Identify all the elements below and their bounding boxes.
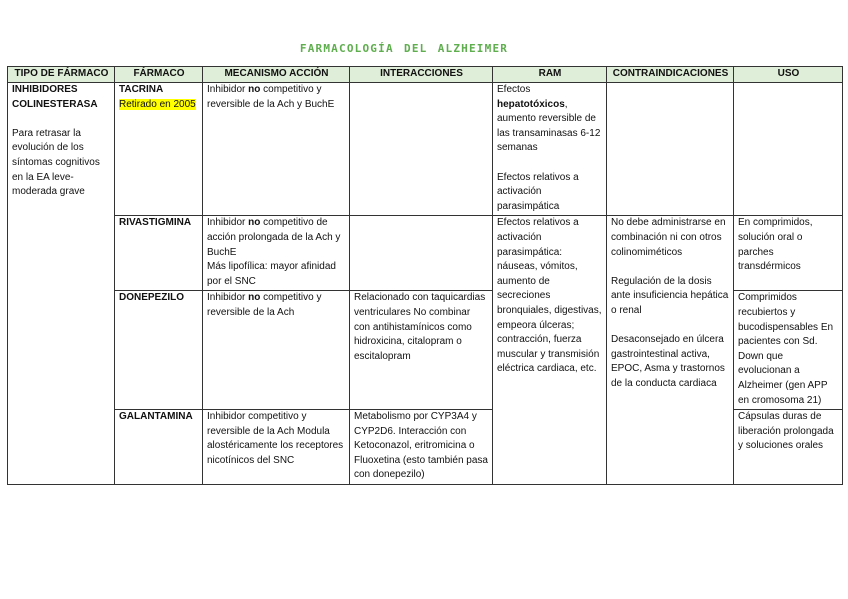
mechanism-extra: Más lipofílica: mayor afinidad por el SNC — [207, 261, 336, 287]
cell-interactions-rivastigmina — [350, 216, 493, 291]
page-title: farmacología del alzheimer — [299, 38, 509, 56]
mechanism-text: Inhibidor — [207, 84, 249, 95]
cell-use-rivastigmina: En comprimidos, solución oral o parches transdérmicos — [734, 216, 843, 291]
tipo-description: Para retrasar la evolución de los síntomas cognitivos en la EA leve-moderada grave — [12, 127, 100, 198]
header-contraindicaciones: CONTRAINDICACIONES — [607, 67, 734, 83]
pharmacology-table — [7, 66, 843, 485]
cell-contra-tacrina — [607, 83, 734, 216]
cell-interactions-galantamina: Metabolismo por CYP3A4 y CYP2D6. Interacción con Ketoconazol, eritromicina o Fluoxetina (esto también pasa con donepezilo) — [350, 410, 493, 485]
mechanism-emphasis: no — [248, 217, 261, 229]
cell-interactions-tacrina — [350, 83, 493, 216]
table-header-row — [8, 67, 843, 83]
ram-text: Efectos — [497, 84, 531, 95]
header-interacciones: INTERACCIONES — [350, 67, 493, 83]
mechanism-emphasis: no — [248, 292, 261, 304]
cell-use-tacrina — [734, 83, 843, 216]
cell-drug-rivastigmina: RIVASTIGMINA — [115, 216, 203, 291]
cell-mechanism-rivastigmina — [203, 216, 350, 291]
header-uso: USO — [734, 67, 843, 83]
contra-text: No debe administrarse en combinación ni con otros colinomiméticos — [611, 217, 726, 258]
cell-use-galantamina: Cápsulas duras de liberación prolongada y soluciones orales — [734, 410, 843, 485]
cell-drug-tacrina — [115, 83, 203, 216]
header-ram: RAM — [493, 67, 607, 83]
mechanism-text: competitivo de acción prolongada de la Ach y BuchE — [207, 217, 341, 258]
header-tipo: TIPO DE FÁRMACO — [8, 67, 115, 83]
mechanism-text: competitivo y reversible de la Ach — [207, 292, 322, 318]
cell-tipo — [8, 83, 115, 485]
cell-ram-tacrina — [493, 83, 607, 216]
header-mecanismo: MECANISMO ACCIÓN — [203, 67, 350, 83]
cell-mechanism-galantamina: Inhibidor competitivo y reversible de la Ach Modula alostéricamente los receptores nicotínicos del SNC — [203, 410, 350, 485]
cell-interactions-donepezilo: Relacionado con taquicardias ventriculares No combinar con antihistamínicos como hidroxicina, citalopram o escitalopram — [350, 291, 493, 410]
cell-mechanism-donepezilo — [203, 291, 350, 410]
ram-emphasis: hepatotóxicos — [497, 98, 565, 110]
ram-text: Efectos relativos a activación parasimpática — [497, 171, 579, 212]
ram-text: , aumento reversible de las transaminasas 6-12 semanas — [497, 98, 601, 154]
cell-use-donepezilo: Comprimidos recubiertos y bucodispensables En pacientes con Sd. Down que evolucionan a Alzheimer (gen APP en cromosoma 21) — [734, 291, 843, 410]
drug-name: TACRINA — [119, 84, 164, 95]
cell-drug-donepezilo: DONEPEZILO — [115, 291, 203, 410]
withdrawn-note: Retirado en 2005 — [119, 98, 196, 110]
cell-drug-galantamina: GALANTAMINA — [115, 410, 203, 485]
cell-ram-shared: Efectos relativos a activación parasimpática: náuseas, vómitos, aumento de secreciones bronquiales, digestivas, empeora úlceras; contracción, fuerza muscular y transmisión eléctrica cardiaca, etc. — [493, 216, 607, 485]
contra-text: Desaconsejado en úlcera gastrointestinal activa, EPOC, Asma y trastornos de la conducta cardiaca — [611, 334, 725, 389]
contra-text: Regulación de la dosis ante insuficiencia hepática o renal — [611, 275, 729, 316]
cell-contra-shared — [607, 216, 734, 485]
mechanism-text: Inhibidor — [207, 292, 249, 304]
table-row-tacrina — [8, 83, 843, 216]
mechanism-text: competitivo y reversible de la Ach y BuchE — [207, 84, 335, 110]
mechanism-text: Inhibidor — [207, 217, 249, 229]
header-farmaco: FÁRMACO — [115, 67, 203, 83]
cell-mechanism-tacrina — [203, 83, 350, 216]
tipo-name: INHIBIDORES COLINESTERASA — [12, 84, 98, 110]
mechanism-emphasis: no — [248, 84, 261, 95]
table-row-rivastigmina — [8, 216, 843, 291]
